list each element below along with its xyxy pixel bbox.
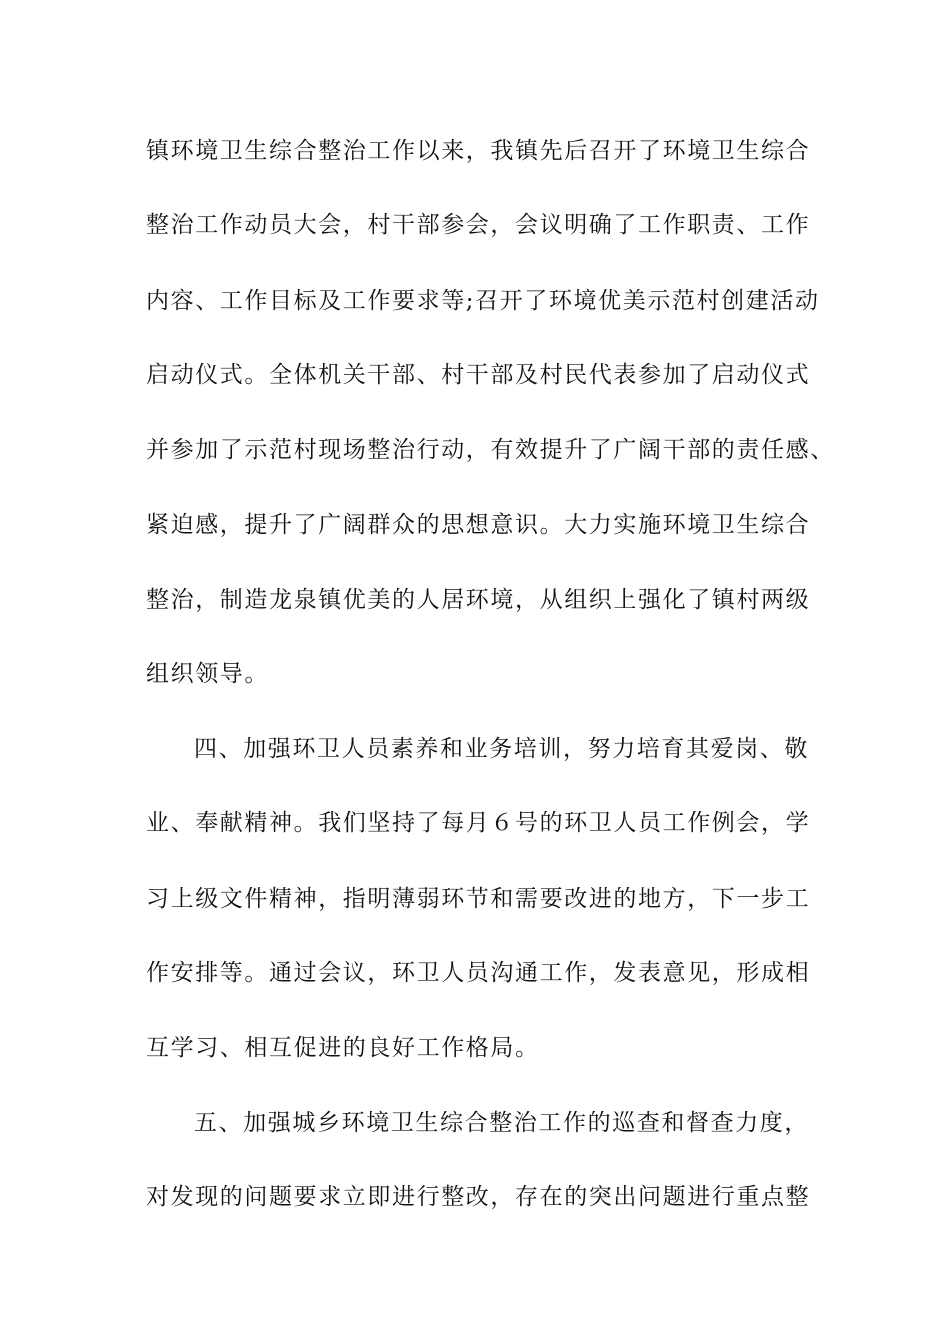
text-line: 对发现的问题要求立即进行整改，存在的突出问题进行重点整: [146, 1184, 811, 1210]
text-line: 镇环境卫生综合整治工作以来，我镇先后召开了环境卫生综合: [146, 138, 811, 164]
text-line: 业、奉献精神。我们坚持了每月６号的环卫人员工作例会，学: [146, 810, 811, 836]
text-line: 作安排等。通过会议，环卫人员沟通工作，发表意见，形成相: [146, 960, 811, 986]
paragraph-start-line: 四、加强环卫人员素养和业务培训，努力培育其爱岗、敬: [194, 736, 809, 762]
text-line: 组织领导。: [146, 661, 269, 687]
text-line: 整治工作动员大会，村干部参会，会议明确了工作职责、工作: [146, 212, 811, 238]
text-line: 内容、工作目标及工作要求等;召开了环境优美示范村创建活动: [146, 288, 820, 314]
text-line: 并参加了示范村现场整治行动，有效提升了广阔干部的责任感、: [146, 437, 835, 463]
text-line: 紧迫感，提升了广阔群众的思想意识。大力实施环境卫生综合: [146, 512, 811, 538]
text-line: 习上级文件精神，指明薄弱环节和需要改进的地方，下一步工: [146, 886, 811, 912]
text-line: 互学习、相互促进的良好工作格局。: [146, 1035, 540, 1061]
text-line: 整治，制造龙泉镇优美的人居环境，从组织上强化了镇村两级: [146, 587, 811, 613]
paragraph-start-line: 五、加强城乡环境卫生综合整治工作的巡查和督查力度，: [194, 1110, 809, 1136]
text-line: 启动仪式。全体机关干部、村干部及村民代表参加了启动仪式: [146, 362, 811, 388]
